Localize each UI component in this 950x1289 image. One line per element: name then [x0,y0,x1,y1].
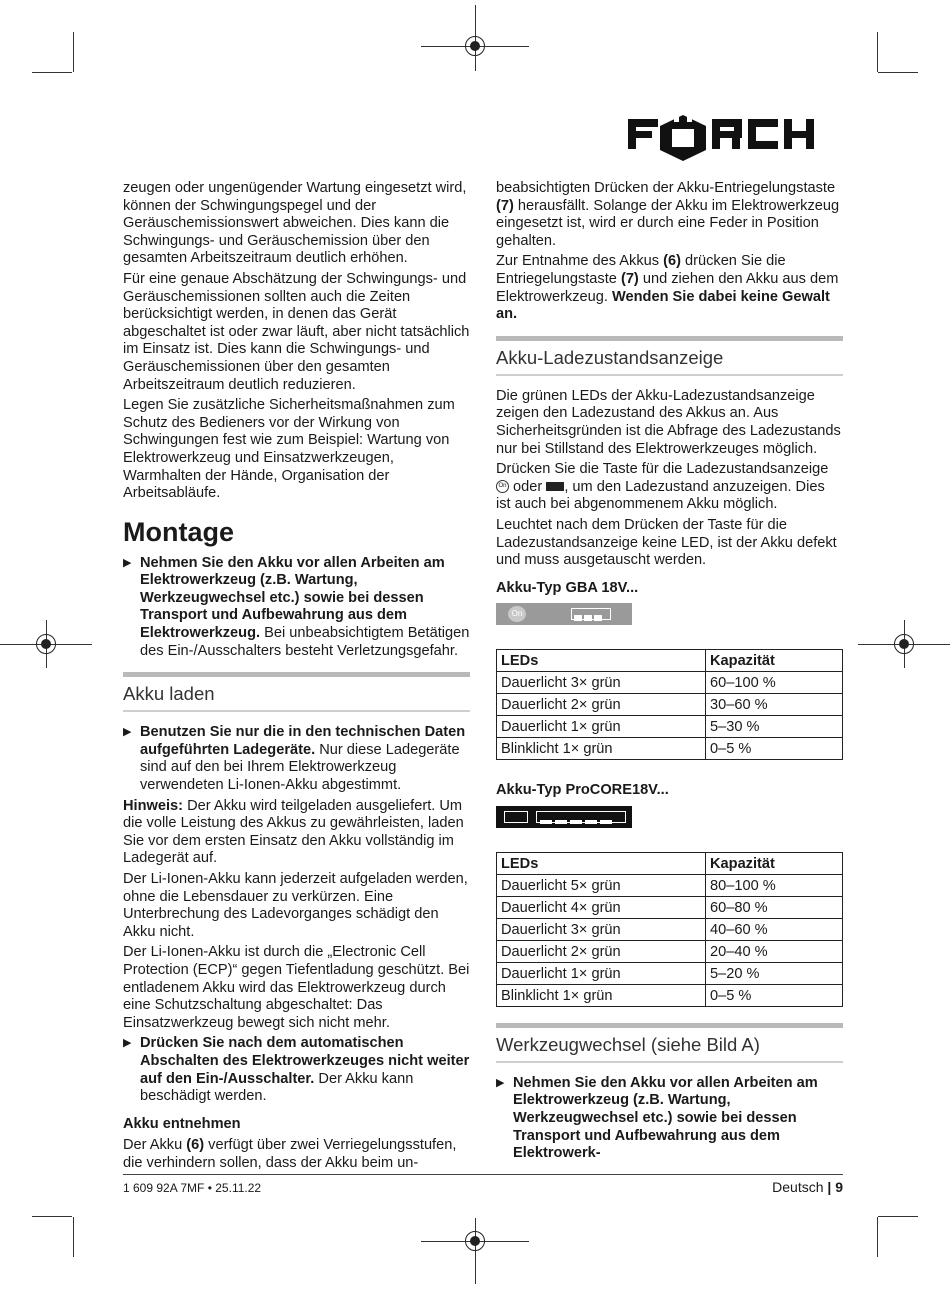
ref-number: (6) [663,253,681,270]
right-column [496,180,843,1166]
crop-mark [32,72,72,73]
text-span: Der Akku [123,1137,187,1154]
paragraph [123,1137,470,1172]
table-header-row [497,650,843,672]
hinweis-label: Hinweis: [123,797,184,814]
capacity-table-gba [496,649,843,760]
on-button-icon: On [508,606,526,622]
table-row [497,984,843,1006]
footer-rule [123,1174,843,1175]
registration-mark-icon [36,634,56,654]
paragraph: zeugen oder ungenügender Wartung eingesetzt wird, können der Schwingungspegel und der Geräuschemissionswert abweichen. Dies kann die Schwingungs- und Geräuschemission über den gesamten Arbeitszeitraum deutlich erhöhen. [123,180,467,267]
registration-mark-icon [894,634,914,654]
crop-mark [877,1217,878,1257]
table-cell: Blinklicht 1× grün [497,738,706,760]
text-span: verfügt über zwei Verriegelungsstufen, die verhindern sollen, dass der Akku beim un- [123,1137,457,1171]
bullet-item [496,1075,843,1163]
footer-separator: | [827,1179,832,1195]
capacity-table-procore [496,852,843,1007]
table-row [497,738,843,760]
text-span: herausfällt. Solange der Akku im Elektrowerkzeug eingesetzt ist, wird er durch eine Feder in Position gehalten. [496,197,840,249]
table-cell: Dauerlicht 1× grün [497,962,706,984]
table-cell: Blinklicht 1× grün [497,984,706,1006]
bullet-text: Der Akku kann beschädigt werden. [140,1070,414,1105]
crop-mark [73,1217,74,1257]
heading-montage: Montage [123,516,234,547]
table-cell: 0–5 % [706,738,843,760]
table-row [497,940,843,962]
text-span: , um den Ladezustand anzuzeigen. Dies ist auch bei abgenommenem Akku möglich. [496,478,825,513]
table-row [497,896,843,918]
table-row [497,962,843,984]
bullet-item [123,724,470,794]
heading-akku-laden: Akku laden [123,672,470,712]
paragraph [496,253,843,323]
text-span: Drücken Sie die Taste für die Ladezustandsanzeige [496,461,829,478]
table-header: LEDs [497,650,706,672]
registration-mark-icon [465,1231,485,1251]
table-cell: 20–40 % [706,940,843,962]
footer-language: Deutsch [772,1179,824,1195]
heading-akku-entnehmen: Akku entnehmen [123,1115,241,1132]
text-span: drücken Sie die Entriegelungstaste [496,253,786,287]
paragraph: Die grünen LEDs der Akku-Ladezustandsanzeige zeigen den Ladezustand des Akkus an. Aus Sicherheitsgründen ist die Abfrage des Ladezustands nur bei Stillstand des Elektrowerkzeuges möglich. [496,387,841,457]
table-cell: 0–5 % [706,984,843,1006]
heading-werkzeugwechsel: Werkzeugwechsel (siehe Bild A) [496,1023,843,1063]
paragraph [123,798,470,868]
table-header: Kapazität [706,852,843,874]
warning-bold: Wenden Sie dabei keine Gewalt an. [496,288,830,323]
battery-button-icon [546,482,564,491]
bullet-bold-text: Drücken Sie nach dem automatischen Abschalten des Elektrowerkzeuges nicht weiter auf den Ein-/Ausschalter. [140,1035,470,1087]
paragraph: Für eine genaue Abschätzung der Schwingungs- und Geräuschemissionen sollten auch die Zeiten berücksichtigt werden, in denen das Gerät abgeschaltet ist oder zwar läuft, aber nicht tatsächlich im Einsatz ist. Dies kann die Schwingungs- und Geräuschemissionen über den gesamten Arbeitszeitraum deutlich reduzieren. [123,270,470,393]
paragraph: Der Li-Ionen-Akku ist durch die „Electronic Cell Protection (ECP)“ gegen Tiefentladung geschützt. Bei entladenem Akku wird das Elektrowerkzeug durch eine Schutzschaltung abgeschaltet: Das Einsatzwerkzeug bewegt sich nicht mehr. [123,944,470,1031]
paragraph [496,180,843,250]
table-row [497,874,843,896]
battery-level-icon [536,811,626,823]
forch-logo [628,113,843,165]
crop-mark [73,32,74,72]
left-column [123,180,470,1176]
table-cell: 60–80 % [706,896,843,918]
table-cell: 30–60 % [706,694,843,716]
on-button-icon: On [496,480,509,493]
ref-number: (7) [620,270,639,287]
battery-level-icon [571,608,611,620]
table-cell: 5–20 % [706,962,843,984]
paragraph [496,461,843,514]
table-row [497,694,843,716]
battery-small-icon [504,811,528,823]
table-header: Kapazität [706,650,843,672]
triangle-bullet-icon: ▶ [123,726,132,739]
bullet-bold-text: Benutzen Sie nur die in den technischen Daten aufgeführten Ladegeräte. [140,724,466,758]
ref-number: (7) [496,197,514,214]
bullet-bold-text: Nehmen Sie den Akku vor allen Arbeiten am Elektrowerkzeug (z.B. Wartung, Werkzeugwechsel etc.) sowie bei dessen Transport und Aufbewahrung aus dem Elektrowerk- [513,1074,818,1162]
text-span: und ziehen den Akku aus dem Elektrowerkzeug. [496,270,839,305]
text-span: Zur Entnahme des Akkus [496,253,664,270]
table-cell: Dauerlicht 3× grün [497,918,706,940]
table-row [497,672,843,694]
bullet-item [123,1035,470,1105]
text-span: beabsichtigten Drücken der Akku-Entriegelungstaste [496,180,836,196]
table-cell: 80–100 % [706,874,843,896]
crop-mark [878,1216,918,1217]
hinweis-text: Der Akku wird teilgeladen ausgeliefert. Um die volle Leistung des Akkus zu gewährleisten, laden Sie vor dem ersten Einsatz den Akku vollständig im Ladegerät auf. [123,797,464,867]
ref-number: (6) [186,1137,205,1154]
registration-line [475,1218,476,1284]
crop-mark [32,1216,72,1217]
crop-mark [878,72,918,73]
triangle-bullet-icon: ▶ [496,1076,505,1089]
table-cell: 5–30 % [706,716,843,738]
table-header: LEDs [497,852,706,874]
battery-type-gba: Akku-Typ GBA 18V... [496,579,639,596]
paragraph: Legen Sie zusätzliche Sicherheitsmaßnahmen zum Schutz des Bedieners vor der Wirkung von Schwingungen fest wie zum Beispiel: Wartung von Elektrowerkzeug und Einsatzwerkzeugen, Warmhalten der Hände, Organisation der Arbeitsabläufe. [123,397,455,502]
triangle-bullet-icon: ▶ [123,556,132,569]
page-number: 9 [835,1179,843,1195]
bullet-text: Bei unbeabsichtigtem Betätigen des Ein-/Ausschalters besteht Verletzungsgefahr. [140,625,470,659]
table-cell: Dauerlicht 4× grün [497,896,706,918]
table-cell: Dauerlicht 2× grün [497,694,706,716]
heading-ladezustandsanzeige: Akku-Ladezustandsanzeige [496,336,843,376]
table-cell: Dauerlicht 5× grün [497,874,706,896]
gba-charge-indicator [496,603,632,625]
battery-type-procore: Akku-Typ ProCORE18V... [496,782,669,799]
table-cell: Dauerlicht 3× grün [497,672,706,694]
table-row [497,918,843,940]
registration-mark-icon [465,36,485,56]
table-cell: Dauerlicht 1× grün [497,716,706,738]
bullet-text: Nur diese Ladegeräte sind auf den bei Ihrem Elektrowerkzeug verwendeten Li-Ionen-Akku abgestimmt. [140,741,460,794]
table-cell: 60–100 % [706,672,843,694]
paragraph: Der Li-Ionen-Akku kann jederzeit aufgeladen werden, ohne die Lebensdauer zu verkürzen. Eine Unterbrechung des Ladevorganges schädigt den Akku nicht. [123,871,468,940]
triangle-bullet-icon: ▶ [123,1037,132,1050]
table-cell: 40–60 % [706,918,843,940]
table-header-row [497,852,843,874]
paragraph: Leuchtet nach dem Drücken der Taste für die Ladezustandsanzeige keine LED, ist der Akku defekt und muss ausgetauscht werden. [496,516,837,569]
footer-code: 1 609 92A 7MF • 25.11.22 [123,1181,262,1195]
text-span: oder [509,478,547,495]
procore-charge-indicator [496,806,632,828]
table-row [497,716,843,738]
footer-page [772,1179,843,1195]
crop-mark [877,32,878,72]
table-cell: Dauerlicht 2× grün [497,940,706,962]
bullet-bold-text: Nehmen Sie den Akku vor allen Arbeiten am Elektrowerkzeug (z.B. Wartung, Werkzeugwechsel etc.) sowie bei dessen Transport und Aufbewahrung aus dem Elektrowerkzeug. [140,554,445,642]
bullet-item [123,555,470,661]
